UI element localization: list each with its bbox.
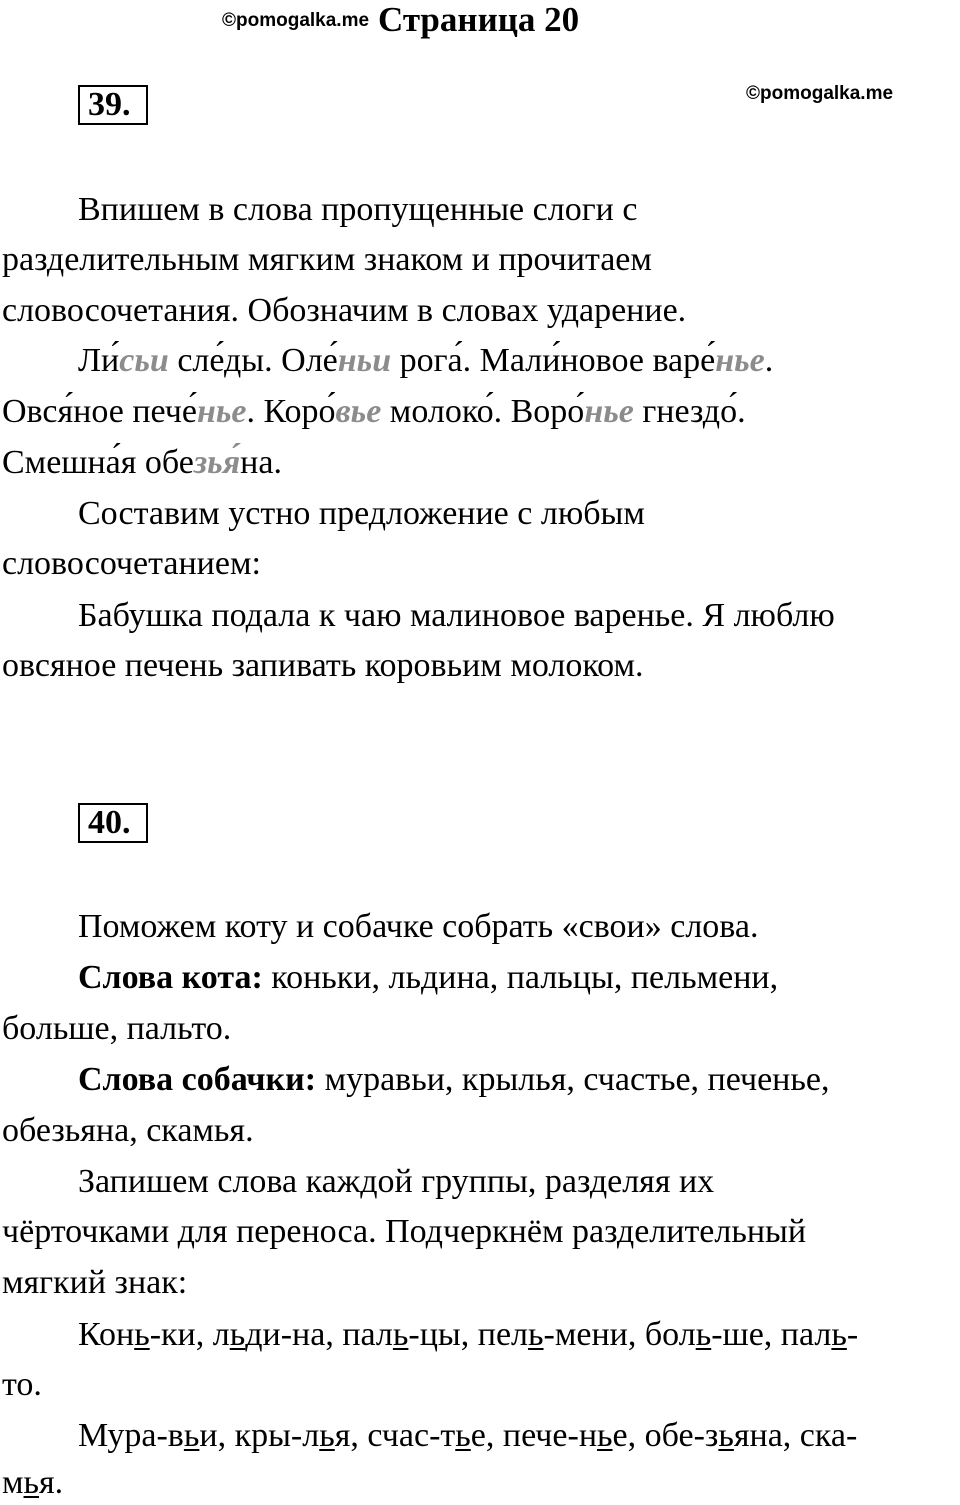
inserted-syllable: нье	[196, 393, 247, 430]
watermark-right: ©pomogalka.me	[746, 83, 894, 104]
task39-text-line: овсяное печень запивать коровьим молоком.	[2, 647, 644, 684]
inserted-syllable: нье	[715, 342, 765, 379]
inserted-syllable: сьи	[119, 342, 169, 379]
task40-text-line: мягкий знак:	[2, 1264, 188, 1301]
task40-cat-hyphenation: Конь-ки, льди-на, паль-цы, пель-мени, боль-ше, паль-	[78, 1316, 859, 1353]
task39-words-line: Смешна́я обезья́на.	[2, 444, 282, 481]
task39-text-line: Бабушка подала к чаю малиновое варенье. Я люблю	[78, 597, 835, 634]
task40-text-line: чёрточками для переноса. Подчеркнём разделительный	[2, 1213, 807, 1250]
task40-dog-hyphenation-end: мья.	[2, 1464, 64, 1501]
task39-text-line: Составим устно предложение с любым	[78, 495, 645, 532]
dog-words-label: Слова собачки:	[78, 1061, 317, 1098]
watermark-top: ©pomogalka.me	[222, 10, 370, 31]
task40-dog-words: Слова собачки: муравьи, крылья, счастье, печенье,	[78, 1061, 830, 1098]
task40-text-line: Запишем слова каждой группы, разделяя их	[78, 1163, 715, 1200]
task40-cat-words: Слова кота: коньки, льдина, пальцы, пельмени,	[78, 959, 779, 996]
task-39-number: 39.	[78, 85, 148, 125]
task39-text-line: словосочетания. Обозначим в словах ударение.	[2, 292, 687, 329]
inserted-syllable: вье	[335, 393, 382, 430]
task39-text-line: разделительным мягким знаком и прочитаем	[2, 241, 652, 278]
task40-dog-hyphenation: Мура-вьи, кры-лья, счас-тье, пече-нье, обе-зьяна, ска-	[78, 1417, 858, 1454]
task39-text-line: Впишем в слова пропущенные слоги с	[78, 191, 638, 228]
task39-words-line: Ли́сьи сле́ды. Оле́ньи рога́. Мали́новое варе́нье.	[78, 342, 774, 379]
cat-words-label: Слова кота:	[78, 959, 263, 996]
inserted-syllable: зья́	[193, 444, 241, 481]
task40-text-line: обезьяна, скамья.	[2, 1112, 254, 1149]
inserted-syllable: нье	[584, 393, 634, 430]
task40-text-line: больше, пальто.	[2, 1010, 232, 1047]
task40-text-line: Поможем коту и собачке собрать «свои» слова.	[78, 908, 759, 945]
task40-cat-hyphenation-end: то.	[2, 1366, 42, 1403]
task39-words-line: Овся́ное пече́нье. Коро́вье молоко́. Воро́нье гнездо́.	[2, 393, 746, 430]
page-title: Страница 20	[378, 0, 580, 39]
task-40-number: 40.	[78, 803, 148, 843]
inserted-syllable: ньи	[337, 342, 392, 379]
task39-text-line: словосочетанием:	[2, 545, 261, 582]
